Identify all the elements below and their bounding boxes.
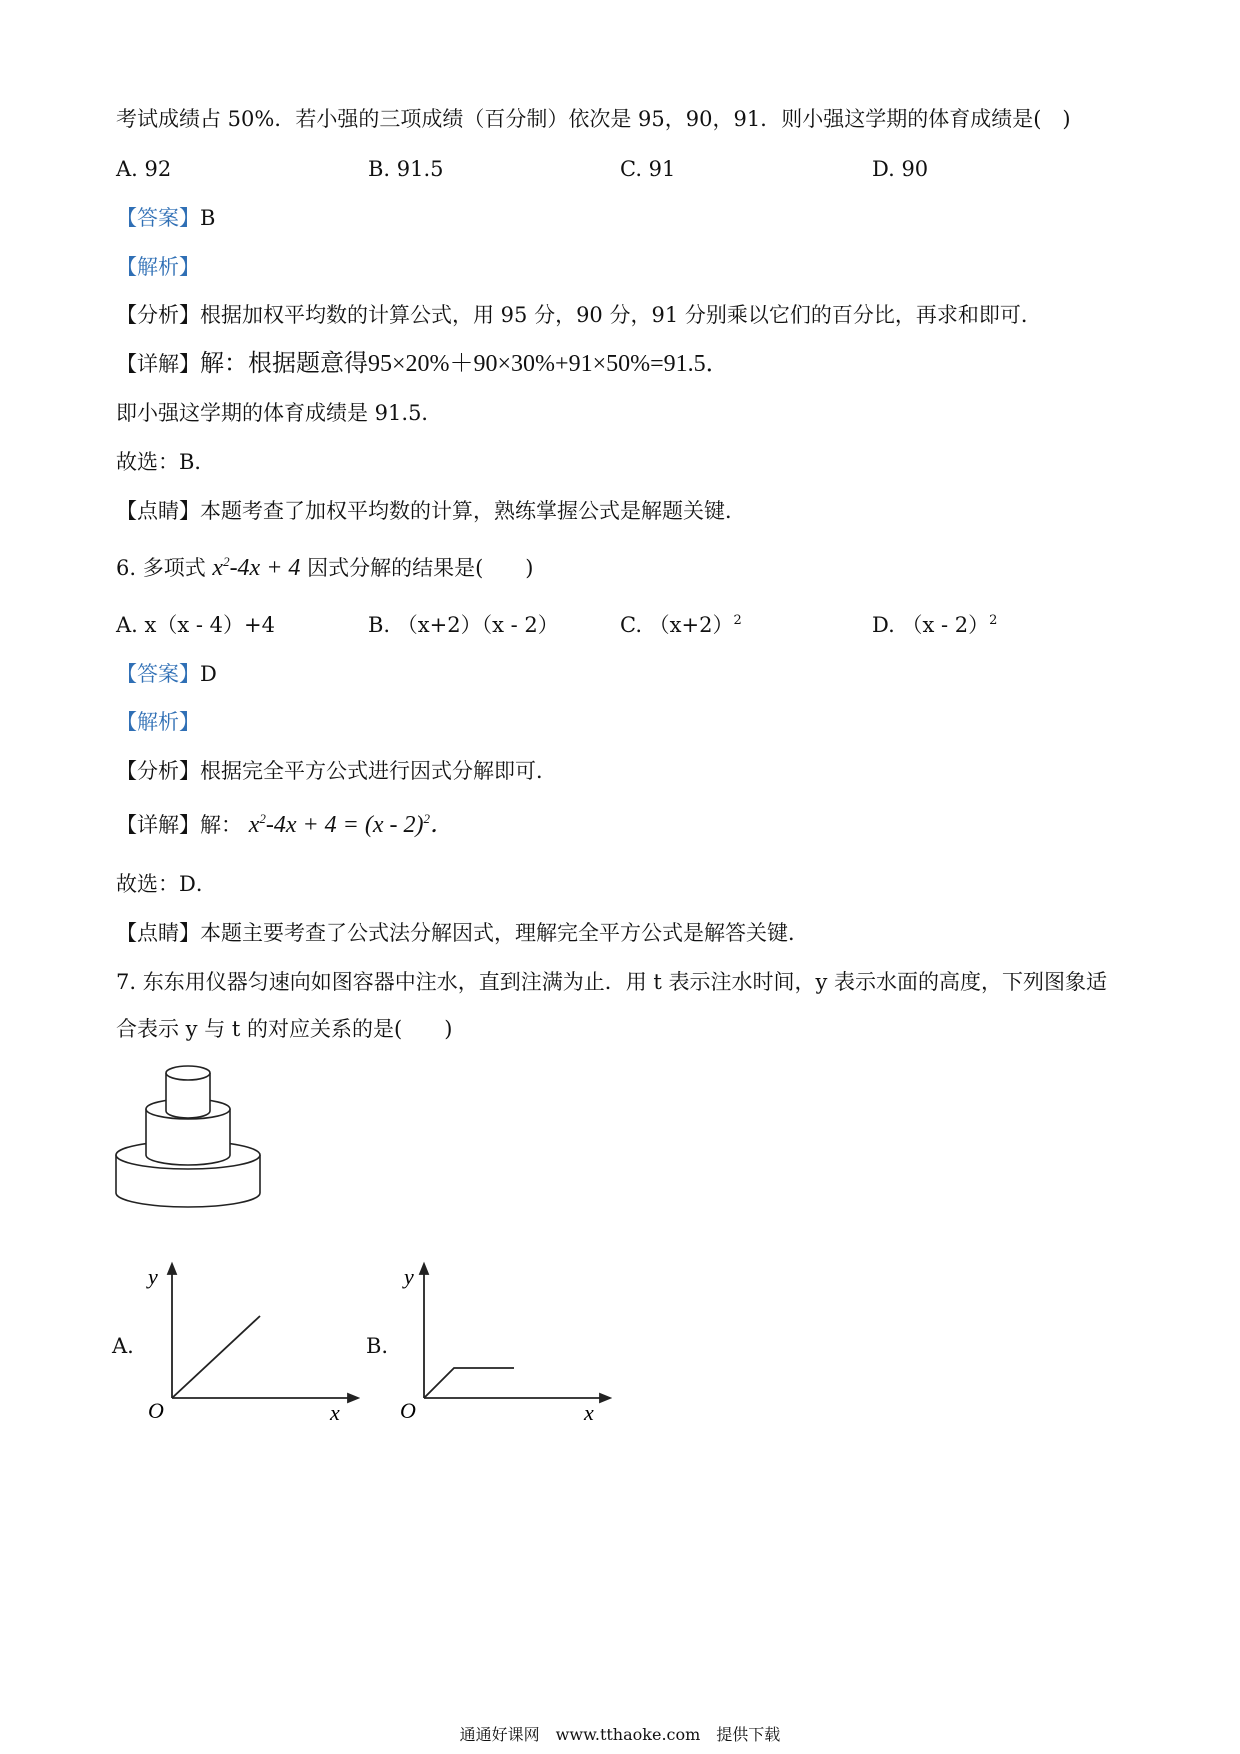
q6-poly: $x^2-4x + 4$ [212, 554, 301, 581]
q6-option-d: D. （x - 2）$^2$ [872, 613, 998, 637]
answer-tag: 【答案】 [116, 662, 200, 686]
xiangjie-text: 解：根据题意得95×20%＋90×30%+91×50%=91.5． [200, 351, 730, 377]
q7-stem-line1: 7. 东东用仪器匀速向如图容器中注水，直到注满为止．用 t 表示注水时间，y 表示水面的高度，下列图象适 [116, 970, 1108, 994]
graph-b-origin: O [400, 1398, 416, 1420]
q5-conclusion: 即小强这学期的体育成绩是 91.5． [116, 401, 443, 425]
q6-stem [116, 553, 533, 583]
fenxi-text: 根据完全平方公式进行因式分解即可． [200, 759, 557, 783]
q5-option-b: B. 91.5 [368, 157, 444, 181]
q6-xiangjie [116, 810, 454, 840]
q5-dianjing [116, 496, 746, 526]
q5-answer [116, 203, 215, 233]
graph-b-label: B. [366, 1334, 389, 1358]
q6-jiexi: 【解析】 [116, 710, 200, 734]
page-footer: 通通好课网 www.tthaoke.com 提供下载 [459, 1725, 781, 1744]
answer-tag: 【答案】 [116, 206, 200, 230]
graph-a-label: A. [112, 1334, 134, 1358]
stacked-container-figure [112, 1065, 272, 1215]
fenxi-tag: 【分析】 [116, 759, 200, 783]
graph-a-origin: O [148, 1398, 164, 1420]
q5-xiangjie [116, 349, 730, 379]
graph-a-x-label: x [330, 1400, 340, 1420]
q5-jiexi: 【解析】 [116, 255, 200, 279]
q7-stem-line2: 合表示 y 与 t 的对应关系的是( ) [116, 1017, 453, 1041]
q6-option-a: A. x（x - 4）+4 [116, 613, 275, 637]
q6-stem-prefix: 6. 多项式 [116, 556, 206, 580]
xiangjie-prefix: 解： [200, 813, 242, 837]
q5-option-d: D. 90 [872, 157, 929, 181]
answer-value: D [200, 662, 217, 686]
q6-option-c: C. $(x+2)^2$ [620, 613, 742, 637]
dianjing-text: 本题主要考查了公式法分解因式，理解完全平方公式是解答关键． [200, 921, 809, 945]
q5-option-c: C. 91 [620, 157, 676, 181]
dianjing-tag: 【点睛】 [116, 499, 200, 523]
graph-a-y-label: y [148, 1264, 158, 1289]
q6-stem-suffix: 因式分解的结果是( ) [307, 556, 534, 580]
q5-option-a: A. 92 [116, 157, 172, 181]
xiangjie-formula: $x^2-4x + 4 = (x - 2)^2$． [248, 811, 455, 838]
q5-stem: 考试成绩占 50%．若小强的三项成绩（百分制）依次是 95，90，91．则小强这学期的体育成绩是( ) [116, 107, 1071, 131]
q6-fenxi [116, 756, 557, 786]
dianjing-text: 本题考查了加权平均数的计算，熟练掌握公式是解题关键． [200, 499, 746, 523]
answer-value: B [200, 206, 216, 230]
q6-option-b: B. （x+2）（x - 2） [368, 613, 559, 637]
q6-answer [116, 659, 217, 689]
graph-b [392, 1260, 612, 1420]
dianjing-tag: 【点睛】 [116, 921, 200, 945]
fenxi-tag: 【分析】 [116, 303, 200, 327]
graph-b-x-label: x [584, 1400, 594, 1420]
q5-choice: 故选：B． [116, 450, 216, 474]
graph-a [140, 1260, 360, 1420]
q6-choice: 故选：D． [116, 872, 217, 896]
q6-dianjing [116, 918, 809, 948]
graph-b-y-label: y [404, 1264, 414, 1289]
q5-fenxi [116, 300, 1042, 330]
xiangjie-tag: 【详解】 [116, 813, 200, 837]
fenxi-text: 根据加权平均数的计算公式，用 95 分，90 分，91 分别乘以它们的百分比，再求和即可． [200, 303, 1042, 327]
xiangjie-tag: 【详解】 [116, 352, 200, 376]
